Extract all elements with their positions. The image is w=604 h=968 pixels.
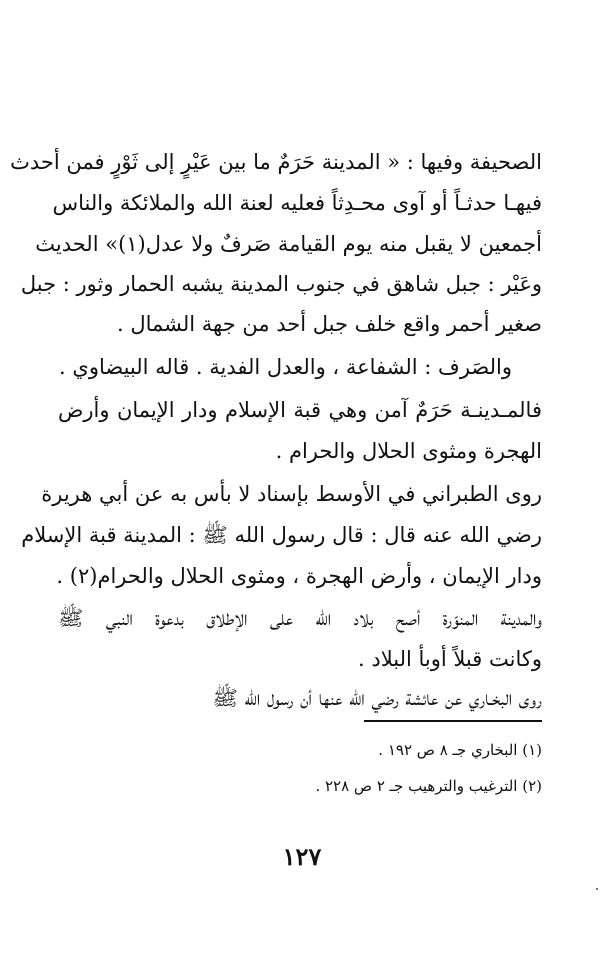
paragraph-2-line-1: والصَرف : الشفاعة ، والعدل الفدية . قاله البيضاوي . bbox=[59, 355, 512, 379]
scan-speck bbox=[596, 888, 598, 890]
page-number: ١٢٧ bbox=[282, 842, 322, 871]
paragraph-5-line-2: وكانت قبلاً أوبأ البلاد . bbox=[358, 647, 542, 671]
paragraph-3-line-2: الهجرة ومثوى الحلال والحرام . bbox=[275, 439, 542, 463]
footnote-2: (٢) الترغيب والترهيب جـ ٢ ص ٢٢٨ . bbox=[315, 777, 542, 795]
paragraph-4-line-2: رضي الله عنه قال : قال رسول الله ﷺ : المدينة قبة الإسلام bbox=[21, 523, 542, 547]
paragraph-1-line-2: فيهـا حدثـاً أو آوى محـدِثاً فعليه لعنة الله والملائكة والناس bbox=[52, 191, 542, 215]
footnote-separator bbox=[364, 720, 542, 722]
paragraph-6-line-1: روى البخـاري عن عائشة رضي الله عنها أن رسول الله ﷺ bbox=[212, 686, 542, 710]
paragraph-1-line-1: الصحيفة وفيها : « المدينة حَرَمٌ ما بين عَيْرٍ إلى ثَوْرٍ فمن أحدث bbox=[10, 150, 542, 174]
paragraph-4-line-3: ودار الإيمان ، وأرض الهجرة ، ومثوى الحلال والحرام(٢) . bbox=[56, 564, 542, 588]
paragraph-1-line-5: صغير أحمر واقع خلف جبل أحد من جهة الشمال . bbox=[116, 312, 542, 336]
paragraph-4-line-1: روى الطبراني في الأوسط بإسناد لا بأس به عن أبي هريرة bbox=[41, 482, 542, 506]
paragraph-5-line-1: والمدينة المنوّرة أصح بلاد الله على الإطلاق بدعوة النبي ﷺ bbox=[58, 606, 542, 630]
paragraph-3-line-1: فالمـدينـة حَرَمٌ آمن وهي قبة الإسلام ودار الإيمان وأرض bbox=[58, 398, 542, 422]
paragraph-1-line-4: وعَيْر : جبل شاهق في جنوب المدينة يشبه الحمار وثور : جبل bbox=[20, 272, 542, 296]
paragraph-1-line-3: أجمعين لا يقبل منه يوم القيامة صَرفٌ ولا عدل(١)» الحديث bbox=[35, 232, 542, 256]
footnote-1: (١) البخاري جـ ٨ ص ١٩٢ . bbox=[378, 741, 542, 759]
